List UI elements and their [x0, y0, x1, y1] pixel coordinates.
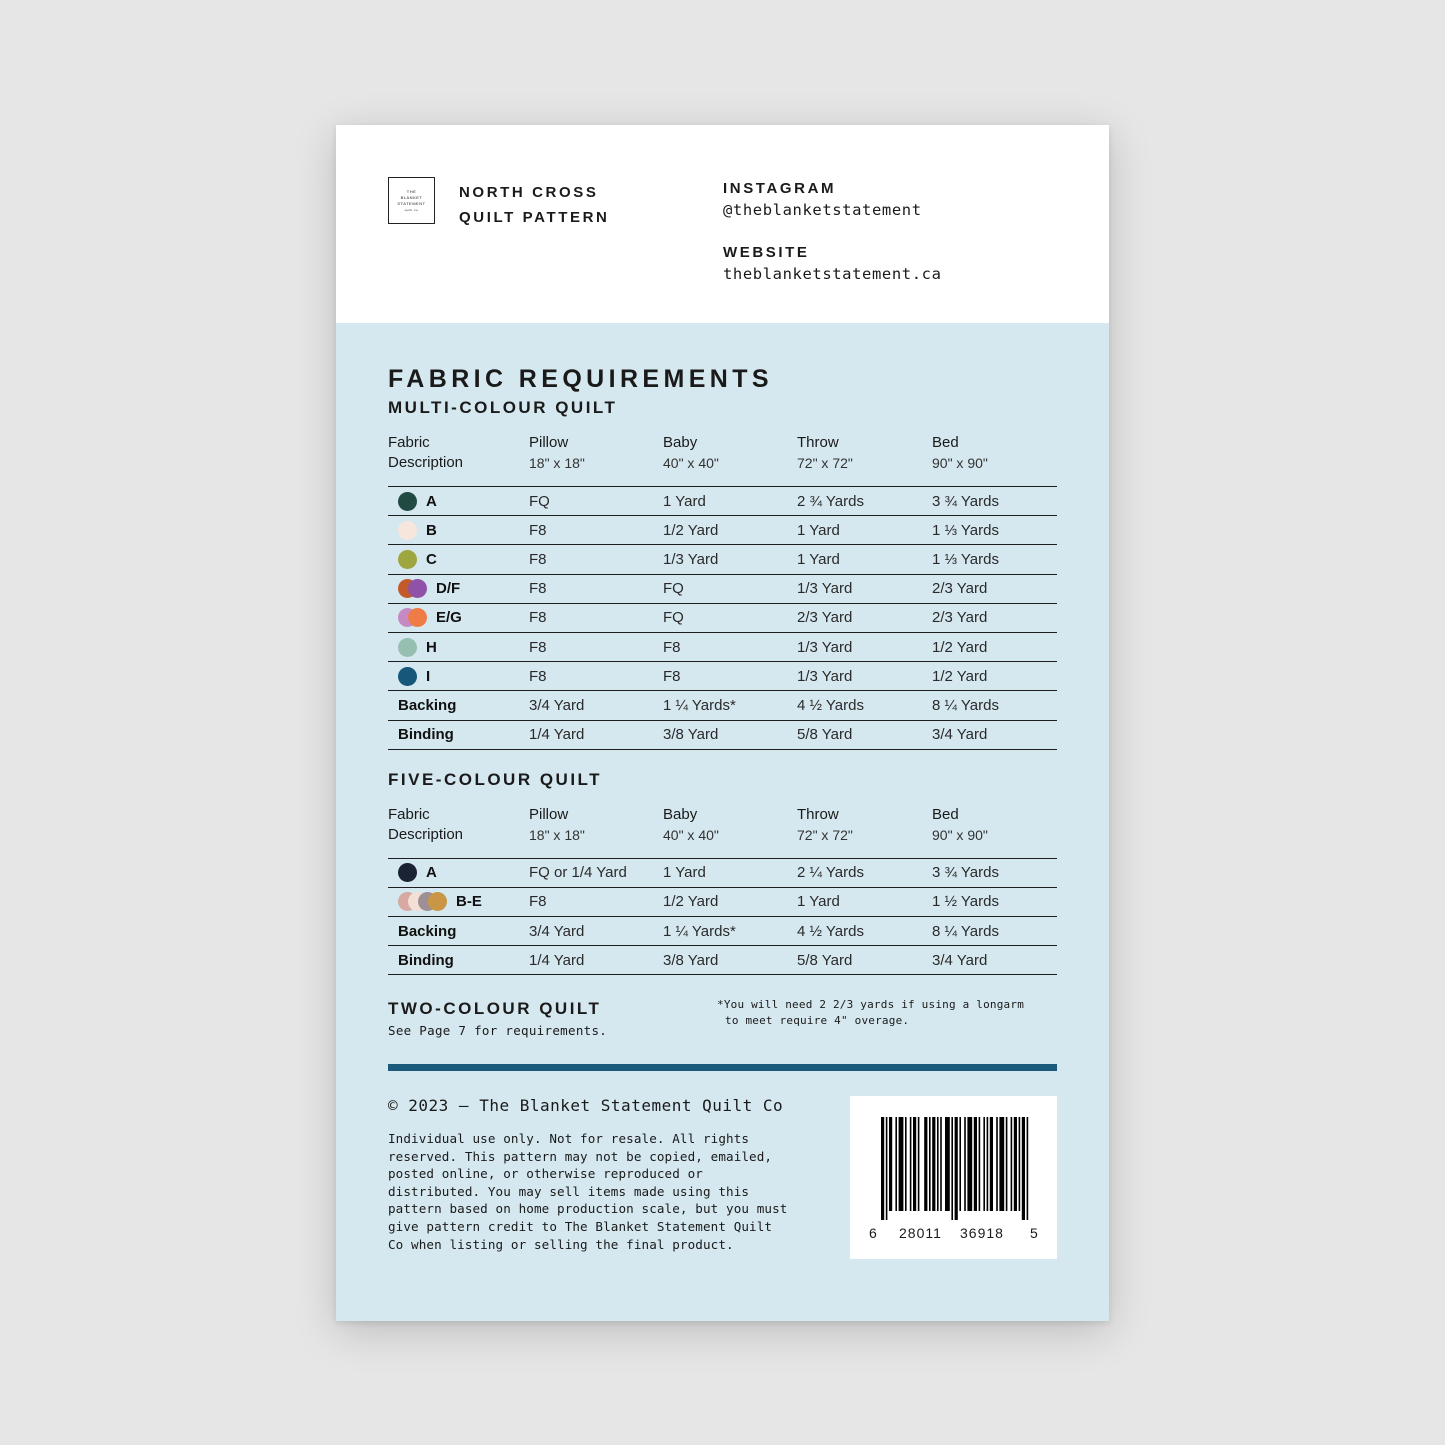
barcode-bar: [899, 1117, 904, 1211]
fabric-label-cell: [388, 952, 529, 969]
barcode-bar: [929, 1117, 931, 1211]
table-row: [388, 575, 1057, 604]
barcode-bar: [924, 1117, 927, 1211]
colour-swatches: [398, 492, 417, 511]
col-throw: [797, 805, 932, 846]
fabric-label: E/G: [436, 609, 462, 627]
baby-cell: 1/2 Yard: [663, 521, 719, 539]
fabric-label: Binding: [398, 951, 454, 969]
barcode-bar: [895, 1117, 897, 1211]
pillow-cell: FQ or 1/4 Yard: [529, 864, 627, 882]
col-baby-name: Baby: [663, 434, 698, 451]
footnote-line-1: *You will need 2 2/3 yards if using a longarm: [717, 998, 1025, 1012]
col-fabric-line-2: Description: [388, 454, 464, 471]
colour-swatch-icon: [398, 638, 417, 657]
col-baby-size: 40" x 40": [663, 455, 719, 471]
fabric-label: B: [426, 521, 437, 539]
barcode-bar: [990, 1117, 993, 1211]
pillow-cell: 3/4 Yard: [529, 922, 585, 940]
multi-colour-table: [388, 486, 1057, 750]
table-row: [388, 721, 1057, 750]
fabric-label: Backing: [398, 922, 457, 940]
baby-cell: FQ: [663, 609, 684, 627]
legal-line: posted online, or otherwise reproduced or: [388, 1166, 703, 1182]
pillow-cell: F8: [529, 550, 547, 568]
colour-swatch-icon: [428, 892, 447, 911]
barcode-bar: [979, 1117, 981, 1211]
main-title: FABRIC REQUIREMENTS: [388, 365, 774, 393]
barcode-bar: [955, 1117, 958, 1220]
throw-cell: 1 Yard: [797, 521, 840, 539]
pattern-title-line-2: QUILT PATTERN: [459, 209, 610, 226]
two-colour-note: See Page 7 for requirements.: [388, 1023, 608, 1039]
baby-cell: 3/8 Yard: [663, 726, 719, 744]
col-bed: [932, 433, 1057, 474]
colour-swatches: [398, 608, 427, 627]
bed-cell: 1/2 Yard: [932, 638, 988, 656]
fabric-label: C: [426, 550, 437, 568]
instagram-handle: @theblanketstatement: [723, 201, 922, 219]
col-baby-name: Baby: [663, 805, 698, 823]
fabric-label-cell: [388, 608, 529, 627]
baby-cell: F8: [663, 667, 681, 685]
barcode-bar: [967, 1117, 972, 1211]
barcode-bar: [1011, 1117, 1013, 1211]
fabric-label-cell: [388, 638, 529, 657]
fabric-label-cell: [388, 923, 529, 940]
throw-cell: 1/3 Yard: [797, 580, 853, 598]
legal-line: distributed. You may sell items made using this: [388, 1183, 750, 1199]
col-pillow: [529, 805, 663, 846]
pattern-card: [336, 125, 1109, 1321]
col-baby-size: 40" x 40": [663, 826, 719, 843]
fabric-label: Binding: [398, 726, 454, 744]
barcode-bar: [983, 1117, 985, 1211]
baby-cell: 1/2 Yard: [663, 893, 719, 911]
throw-cell: 2/3 Yard: [797, 609, 853, 627]
column-headers: [388, 805, 1057, 846]
pattern-title-line-1: NORTH CROSS: [459, 184, 599, 201]
throw-cell: 5/8 Yard: [797, 726, 853, 744]
copyright-line: © 2023 – The Blanket Statement Quilt Co: [388, 1096, 784, 1115]
colour-swatch-icon: [398, 863, 417, 882]
table-row: [388, 859, 1057, 888]
section-title: TWO-COLOUR QUILT: [388, 999, 602, 1019]
fabric-label-cell: [388, 863, 529, 882]
logo-text-3: STATEMENT: [397, 200, 426, 206]
col-bed-size: 90" x 90": [932, 455, 988, 471]
two-colour-row: [388, 997, 1057, 1038]
col-throw: [797, 433, 932, 474]
fabric-label-cell: [388, 550, 529, 569]
colour-swatches: [398, 863, 417, 882]
baby-cell: 1/3 Yard: [663, 550, 719, 568]
logo-text-1: THE: [406, 188, 417, 194]
barcode-bar: [987, 1117, 989, 1211]
col-bed: [932, 805, 1057, 846]
colour-swatch-icon: [398, 492, 417, 511]
fabric-requirements: [388, 362, 1057, 1038]
fabric-label-cell: [388, 667, 529, 686]
fabric-label: A: [426, 864, 437, 882]
legal-text: [388, 1130, 828, 1253]
pillow-cell: F8: [529, 667, 547, 685]
throw-cell: 4 ½ Yards: [797, 922, 864, 940]
section-title: MULTI-COLOUR QUILT: [388, 398, 618, 417]
col-fabric: [388, 805, 529, 846]
col-pillow-size: 18" x 18": [529, 455, 585, 471]
colour-swatch-icon: [408, 579, 427, 598]
bed-cell: 3 ¾ Yards: [932, 492, 999, 510]
col-throw-size: 72" x 72": [797, 455, 853, 471]
colour-swatches: [398, 638, 417, 657]
col-bed-size: 90" x 90": [932, 826, 988, 843]
barcode-bar: [886, 1117, 888, 1220]
legal-line: reserved. This pattern may not be copied, emailed,: [388, 1148, 773, 1164]
pillow-cell: FQ: [529, 492, 550, 510]
colour-swatches: [398, 550, 417, 569]
bed-cell: 3 ¾ Yards: [932, 864, 999, 882]
fabric-label-cell: [388, 892, 529, 911]
table-row: [388, 662, 1057, 691]
website-label: WEBSITE: [723, 244, 810, 261]
barcode-bar: [945, 1117, 950, 1211]
copyright-block: [388, 1096, 828, 1253]
card-header: [336, 125, 1109, 323]
bed-cell: 1/2 Yard: [932, 667, 988, 685]
throw-cell: 1/3 Yard: [797, 638, 853, 656]
barcode-bar: [918, 1117, 920, 1211]
table-row: [388, 545, 1057, 574]
barcode-bar: [1014, 1117, 1017, 1211]
fabric-label: I: [426, 667, 431, 685]
backing-footnote: [717, 997, 1057, 1038]
fabric-label-cell: [388, 697, 529, 714]
barcode-group-2: 36918: [960, 1225, 1004, 1241]
colour-swatches: [398, 892, 447, 911]
colour-swatch-icon: [398, 550, 417, 569]
baby-cell: 1 Yard: [663, 864, 706, 882]
barcode-bar: [905, 1117, 907, 1211]
pillow-cell: F8: [529, 580, 547, 598]
barcode-bars: [850, 1096, 1057, 1226]
col-baby: [663, 805, 797, 846]
fabric-label: A: [426, 492, 437, 510]
baby-cell: 3/8 Yard: [663, 951, 719, 969]
fabric-label-cell: [388, 492, 529, 511]
table-row: [388, 487, 1057, 516]
column-headers: [388, 433, 1057, 474]
fabric-label-cell: [388, 579, 529, 598]
col-fabric-line-1: Fabric: [388, 434, 430, 451]
two-colour-section: [388, 997, 607, 1038]
col-bed-name: Bed: [932, 805, 959, 823]
barcode-bar: [964, 1117, 966, 1211]
colour-swatch-icon: [408, 608, 427, 627]
fabric-label-cell: [388, 726, 529, 743]
legal-line: Individual use only. Not for resale. All rights: [388, 1131, 750, 1146]
barcode: [850, 1096, 1057, 1259]
logo-text-2: BLANKET: [400, 194, 423, 200]
legal-line: pattern based on home production scale, but you must: [388, 1201, 788, 1217]
barcode-bar: [951, 1117, 953, 1220]
bed-cell: 3/4 Yard: [932, 726, 988, 744]
barcode-bar: [940, 1117, 942, 1211]
website-url: theblanketstatement.ca: [723, 265, 942, 283]
table-row: [388, 917, 1057, 946]
bed-cell: 3/4 Yard: [932, 951, 988, 969]
throw-cell: 4 ½ Yards: [797, 696, 864, 714]
brand-logo: [388, 177, 435, 224]
barcode-bar: [881, 1117, 884, 1220]
throw-cell: 2 ¾ Yards: [797, 492, 864, 510]
throw-cell: 5/8 Yard: [797, 951, 853, 969]
col-fabric-line-1: Fabric: [388, 805, 430, 823]
throw-cell: 1/3 Yard: [797, 667, 853, 685]
throw-cell: 2 ¼ Yards: [797, 864, 864, 882]
divider: [388, 1064, 1057, 1071]
barcode-bar: [889, 1117, 892, 1211]
pattern-title: [459, 180, 609, 230]
bed-cell: 1 ½ Yards: [932, 893, 999, 911]
fabric-label-cell: [388, 521, 529, 540]
col-throw-name: Throw: [797, 434, 839, 451]
barcode-bar: [1019, 1117, 1021, 1211]
contact-info: [723, 179, 942, 285]
colour-swatches: [398, 521, 417, 540]
barcode-digits: [850, 1225, 1057, 1245]
barcode-bar: [910, 1117, 912, 1211]
colour-swatch-icon: [398, 667, 417, 686]
barcode-bar: [913, 1117, 916, 1211]
barcode-bar: [959, 1117, 961, 1211]
table-row: [388, 888, 1057, 917]
five-colour-table: [388, 858, 1057, 976]
bed-cell: 8 ¼ Yards: [932, 696, 999, 714]
bed-cell: 8 ¼ Yards: [932, 922, 999, 940]
fabric-label: H: [426, 638, 437, 656]
barcode-digit-first: 6: [869, 1225, 877, 1241]
col-pillow-name: Pillow: [529, 434, 569, 451]
col-throw-size: 72" x 72": [797, 826, 853, 843]
col-fabric-line-2: Description: [388, 825, 464, 843]
legal-line: give pattern credit to The Blanket Statement Quilt: [388, 1218, 773, 1234]
pillow-cell: F8: [529, 521, 547, 539]
barcode-bar: [996, 1117, 998, 1211]
throw-cell: 1 Yard: [797, 893, 840, 911]
barcode-digit-last: 5: [1030, 1225, 1038, 1241]
pillow-cell: F8: [529, 638, 547, 656]
bed-cell: 1 ⅓ Yards: [932, 550, 999, 568]
fabric-label: Backing: [398, 696, 457, 714]
barcode-bar: [1022, 1117, 1025, 1220]
throw-cell: 1 Yard: [797, 550, 840, 568]
instagram-label: INSTAGRAM: [723, 180, 837, 197]
col-pillow-size: 18" x 18": [529, 826, 585, 843]
barcode-bar: [1027, 1117, 1029, 1220]
pillow-cell: 3/4 Yard: [529, 696, 585, 714]
table-row: [388, 516, 1057, 545]
pillow-cell: F8: [529, 609, 547, 627]
barcode-group-1: 28011: [899, 1225, 942, 1241]
baby-cell: FQ: [663, 580, 684, 598]
colour-swatches: [398, 667, 417, 686]
fabric-label: B-E: [456, 893, 482, 911]
barcode-bar: [999, 1117, 1004, 1211]
col-bed-name: Bed: [932, 434, 959, 451]
barcode-bar: [937, 1117, 939, 1211]
col-fabric: [388, 433, 529, 474]
baby-cell: 1 Yard: [663, 492, 706, 510]
col-baby: [663, 433, 797, 474]
table-row: [388, 604, 1057, 633]
table-row: [388, 946, 1057, 975]
bed-cell: 1 ⅓ Yards: [932, 521, 999, 539]
bed-cell: 2/3 Yard: [932, 609, 988, 627]
barcode-bar: [932, 1117, 935, 1211]
footnote-line-2: to meet require 4" overage.: [725, 1014, 910, 1028]
pillow-cell: F8: [529, 893, 547, 911]
fabric-label: D/F: [436, 580, 461, 598]
table-row: [388, 691, 1057, 720]
pillow-cell: 1/4 Yard: [529, 951, 585, 969]
bed-cell: 2/3 Yard: [932, 580, 988, 598]
colour-swatches: [398, 579, 427, 598]
baby-cell: 1 ¼ Yards*: [663, 922, 736, 940]
barcode-bar: [974, 1117, 977, 1211]
pillow-cell: 1/4 Yard: [529, 726, 585, 744]
col-throw-name: Throw: [797, 805, 839, 823]
five-colour-section: [388, 768, 1057, 976]
logo-text-4: quilt co: [404, 207, 419, 212]
col-pillow-name: Pillow: [529, 805, 569, 823]
col-pillow: [529, 433, 663, 474]
multi-colour-section: [388, 396, 1057, 750]
baby-cell: F8: [663, 638, 681, 656]
legal-line: Co when listing or selling the final product.: [388, 1236, 734, 1252]
section-title: FIVE-COLOUR QUILT: [388, 769, 603, 789]
baby-cell: 1 ¼ Yards*: [663, 696, 736, 714]
barcode-bar: [1006, 1117, 1008, 1211]
colour-swatch-icon: [398, 521, 417, 540]
table-row: [388, 633, 1057, 662]
